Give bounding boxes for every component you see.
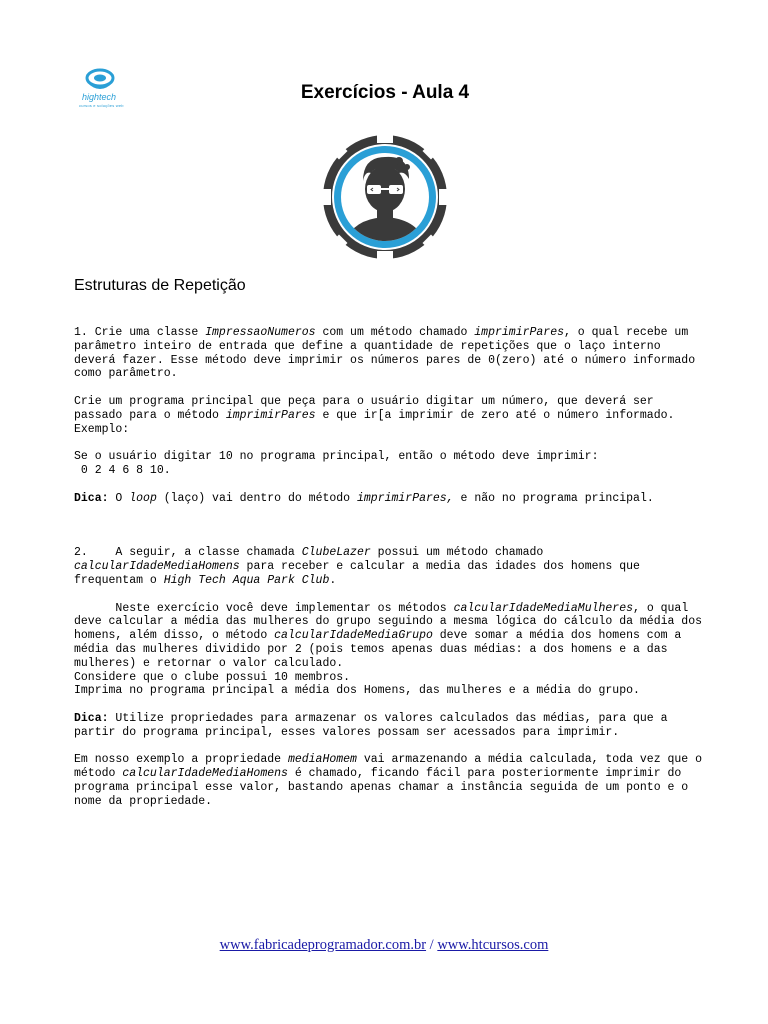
- text: 1. Crie uma classe: [74, 326, 206, 339]
- club-name: High Tech Aqua Park Club: [163, 573, 330, 587]
- footer-link-fabricadeprogramador[interactable]: www.fabricadeprogramador.com.br: [219, 937, 427, 953]
- class-name: ClubeLazer: [301, 546, 371, 560]
- section-title: Estruturas de Repetição: [74, 277, 246, 294]
- text: O: [108, 491, 130, 505]
- term: loop: [129, 491, 157, 505]
- text: Utilize propriedades para armazenar os valores calculados das médias, para que a partir do programa principal, esses valores possam ser acessados para imprimir.: [74, 711, 675, 739]
- ex1-paragraph-2: [74, 395, 704, 436]
- exercise-body: [74, 326, 709, 809]
- tip-label: Dica:: [74, 711, 109, 725]
- text: possui um método chamado: [370, 546, 551, 560]
- text: (laço) vai dentro do método: [156, 491, 357, 505]
- text: Neste exercício você deve implementar os métodos: [74, 601, 454, 615]
- ex1-example: Se o usuário digitar 10 no programa principal, então o método deve imprimir: 0 2 4 6 8 10.: [74, 450, 599, 477]
- tip-label: Dica:: [74, 491, 109, 505]
- class-name: ImpressaoNumeros: [205, 326, 316, 339]
- logo-tagline: cursos e soluções web: [79, 103, 124, 108]
- method-name: calcularIdadeMediaHomens: [122, 767, 288, 781]
- text: Crie um programa principal que peça para o usuário digitar um número, que deverá ser passado para o método: [74, 394, 661, 422]
- text: com um método chamado: [315, 326, 475, 339]
- ex2-paragraph-4: Imprima no programa principal a média dos Homens, das mulheres e a média do grupo.: [74, 684, 640, 698]
- text: , o qual deve calcular a média das mulheres do grupo seguindo a mesma lógica do cálculo da média dos homens, além disso, o método: [74, 601, 709, 643]
- method-name: imprimirPares: [474, 326, 564, 339]
- ex2-paragraph-3: Considere que o clube possui 10 membros.: [74, 670, 351, 684]
- ex2-tip: [74, 712, 704, 740]
- method-name: imprimirPares,: [356, 491, 454, 505]
- ex1-tip: [74, 492, 704, 506]
- text: 2. A seguir, a classe chamada: [74, 546, 302, 560]
- method-name: calcularIdadeMediaMulheres: [453, 601, 634, 615]
- ex2-paragraph-2: [74, 601, 709, 671]
- page-title-text: Exercícios - Aula 4: [300, 82, 470, 103]
- text: deve somar a média dos homens com a média das mulheres dividido por 2 (pois temos apenas duas médias: a dos homens e a das mulheres) e retornar o valor calculado.: [74, 629, 689, 670]
- text: e que ir[a imprimir de zero até o número informado. Exemplo:: [74, 408, 682, 436]
- method-name: calcularIdadeMediaGrupo: [274, 629, 433, 643]
- developer-avatar-icon: [319, 131, 451, 263]
- ex1-paragraph-1: [74, 326, 704, 381]
- text: e não no programa principal.: [453, 491, 654, 505]
- logo-brand: hightech: [82, 92, 117, 102]
- footer-separator: /: [426, 937, 438, 953]
- ex2-paragraph-5: [74, 753, 709, 808]
- text: é chamado, ficando fácil para posteriormente imprimir do programa principal esse valor, bastando apenas chamar a instância seguida de um ponto e o nome da propriedade.: [74, 767, 696, 808]
- text: vai armazenando a média calculada, toda vez que o método: [74, 753, 709, 781]
- property-name: mediaHomem: [287, 753, 357, 767]
- text: , o qual recebe um parâmetro inteiro de entrada que define a quantidade de repetições que o laço interno deverá fazer. Esse método deve imprimir os números pares de 0(zero) até o número informado como parâmetro.: [74, 326, 703, 381]
- text: para receber e calcular a media das idades dos homens que frequentam o: [74, 560, 647, 587]
- footer: [0, 937, 768, 954]
- method-name: calcularIdadeMediaHomens: [74, 560, 240, 574]
- ex2-paragraph-1: [74, 546, 704, 587]
- text: Em nosso exemplo a propriedade: [74, 753, 288, 767]
- method-name: imprimirPares: [225, 408, 316, 422]
- text: .: [329, 573, 337, 587]
- footer-link-htcursos[interactable]: www.htcursos.com: [437, 937, 549, 953]
- page-title: [0, 82, 768, 104]
